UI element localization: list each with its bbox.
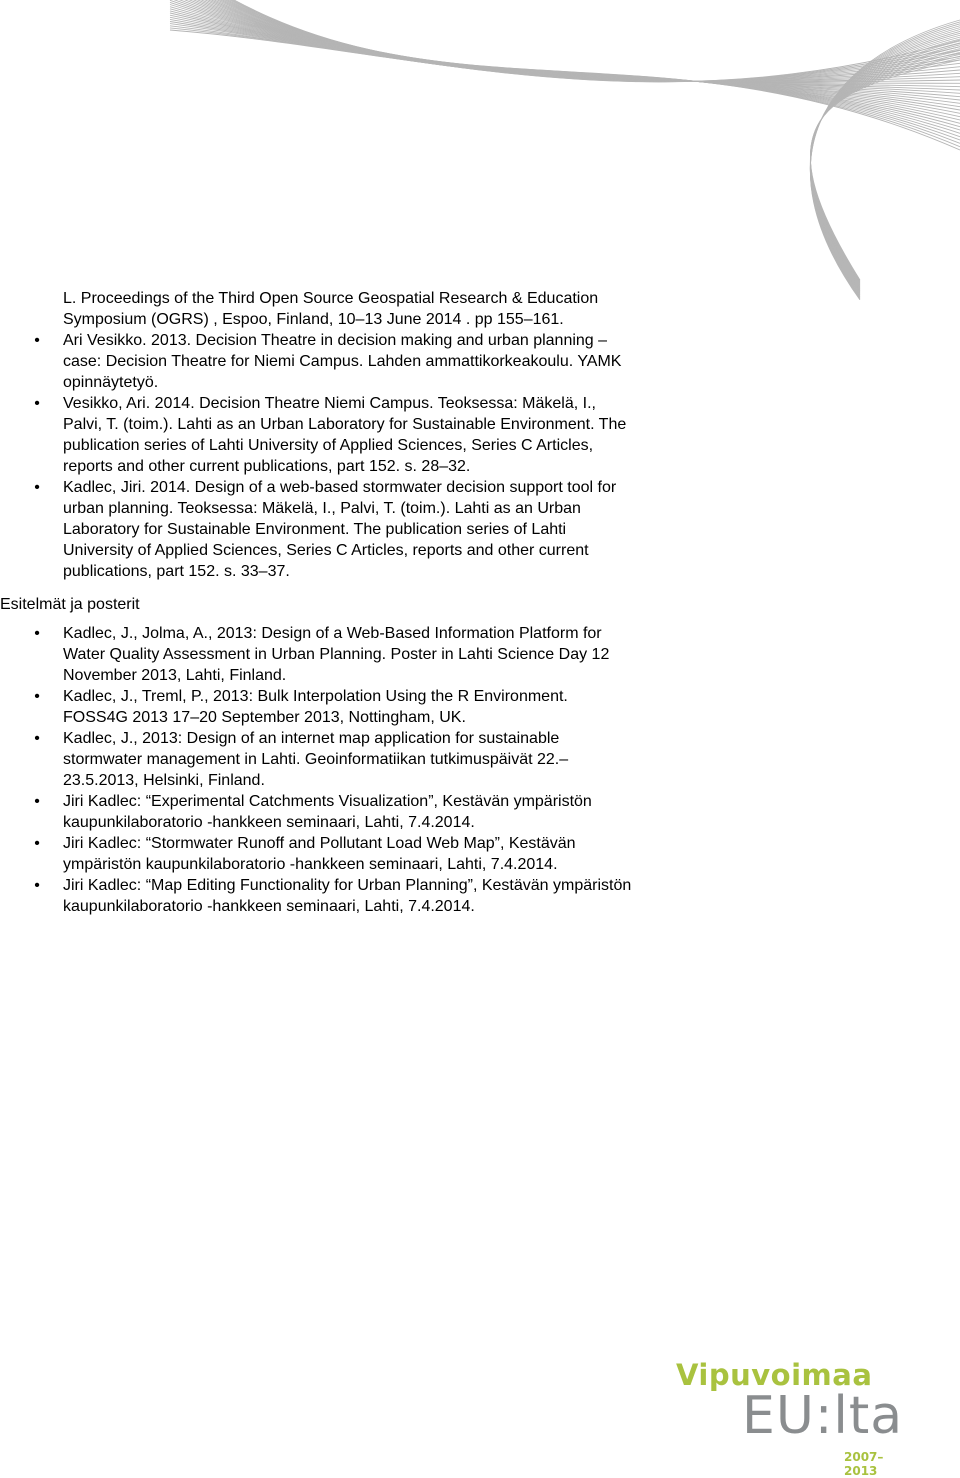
- list-item: • Kadlec, Jiri. 2014. Design of a web-based stormwater decision support tool for urban planning. Teoksessa: Mäkelä, I., Palvi, T. (toim.). Lahti as an Urban Laboratory for Sustainable Environment. The publication series of Lahti University of Applied Sciences, Series C Articles, reports and other current publications, part 152. s. 33–37.: [0, 477, 703, 582]
- wave-line: [170, 0, 960, 127]
- list-item: • Jiri Kadlec: “Stormwater Runoff and Pollutant Load Web Map”, Kestävän ympäristön kaupunkilaboratorio -hankkeen seminaari, Lahti, 7.4.2014.: [0, 833, 703, 875]
- bullet-icon: •: [34, 479, 40, 496]
- bullet-icon: •: [34, 395, 40, 412]
- logo-title: Vipuvoimaa: [676, 1358, 873, 1392]
- decorative-wave-lines: [0, 0, 960, 300]
- document-body: [0, 288, 960, 917]
- list-item: • Kadlec, J., Treml, P., 2013: Bulk Interpolation Using the R Environment. FOSS4G 2013 17–20 September 2013, Nottingham, UK.: [0, 686, 703, 728]
- reference-line: Symposium (OGRS) , Espoo, Finland, 10–13 June 2014 . pp 155–161.: [63, 311, 564, 328]
- bullet-icon: •: [34, 877, 40, 894]
- continued-reference: [0, 288, 713, 330]
- presentation-list: [0, 623, 960, 917]
- section-heading: Esitelmät ja posterit: [0, 596, 140, 613]
- list-item: • Kadlec, J., Jolma, A., 2013: Design of a Web-Based Information Platform for Water Quality Assessment in Urban Planning. Poster in Lahti Science Day 12 November 2013, Lahti, Finland.: [0, 623, 703, 686]
- logo-years: 2007–2013: [844, 1450, 884, 1478]
- bullet-icon: •: [34, 835, 40, 852]
- list-item: • Jiri Kadlec: “Map Editing Functionality for Urban Planning”, Kestävän ympäristön kaupunkilaboratorio -hankkeen seminaari, Lahti, 7.4.2014.: [0, 875, 703, 917]
- bullet-icon: •: [34, 688, 40, 705]
- bullet-icon: •: [34, 793, 40, 810]
- list-item: • Vesikko, Ari. 2014. Decision Theatre Niemi Campus. Teoksessa: Mäkelä, I., Palvi, T. (toim.). Lahti as an Urban Laboratory for Sustainable Environment. The publication series of Lahti University of Applied Sciences, Series C Articles, reports and other current publications, part 152. s. 28–32.: [0, 393, 703, 477]
- list-item: • Kadlec, J., 2013: Design of an internet map application for sustainable stormwater management in Lahti. Geoinformatiikan tutkimuspäivät 22.– 23.5.2013, Helsinki, Finland.: [0, 728, 703, 791]
- wave-line: [170, 0, 960, 137]
- list-item: • Jiri Kadlec: “Experimental Catchments Visualization”, Kestävän ympäristön kaupunkilaboratorio -hankkeen seminaari, Lahti, 7.4.2014.: [0, 791, 703, 833]
- bullet-icon: •: [34, 332, 40, 349]
- logo-subtitle: EU:lta: [742, 1386, 904, 1446]
- reference-line: L. Proceedings of the Third Open Source Geospatial Research & Education: [63, 290, 599, 307]
- bullet-icon: •: [34, 730, 40, 747]
- wave-line: [170, 0, 960, 130]
- list-item: • Ari Vesikko. 2013. Decision Theatre in decision making and urban planning – case: Decision Theatre for Niemi Campus. Lahden ammattikorkeakoulu. YAMK opinnäytetyö.: [0, 330, 703, 393]
- wave-line: [170, 0, 960, 100]
- bullet-icon: •: [34, 625, 40, 642]
- vipuvoimaa-eu-logo: [676, 1358, 916, 1478]
- publication-list: [0, 330, 960, 582]
